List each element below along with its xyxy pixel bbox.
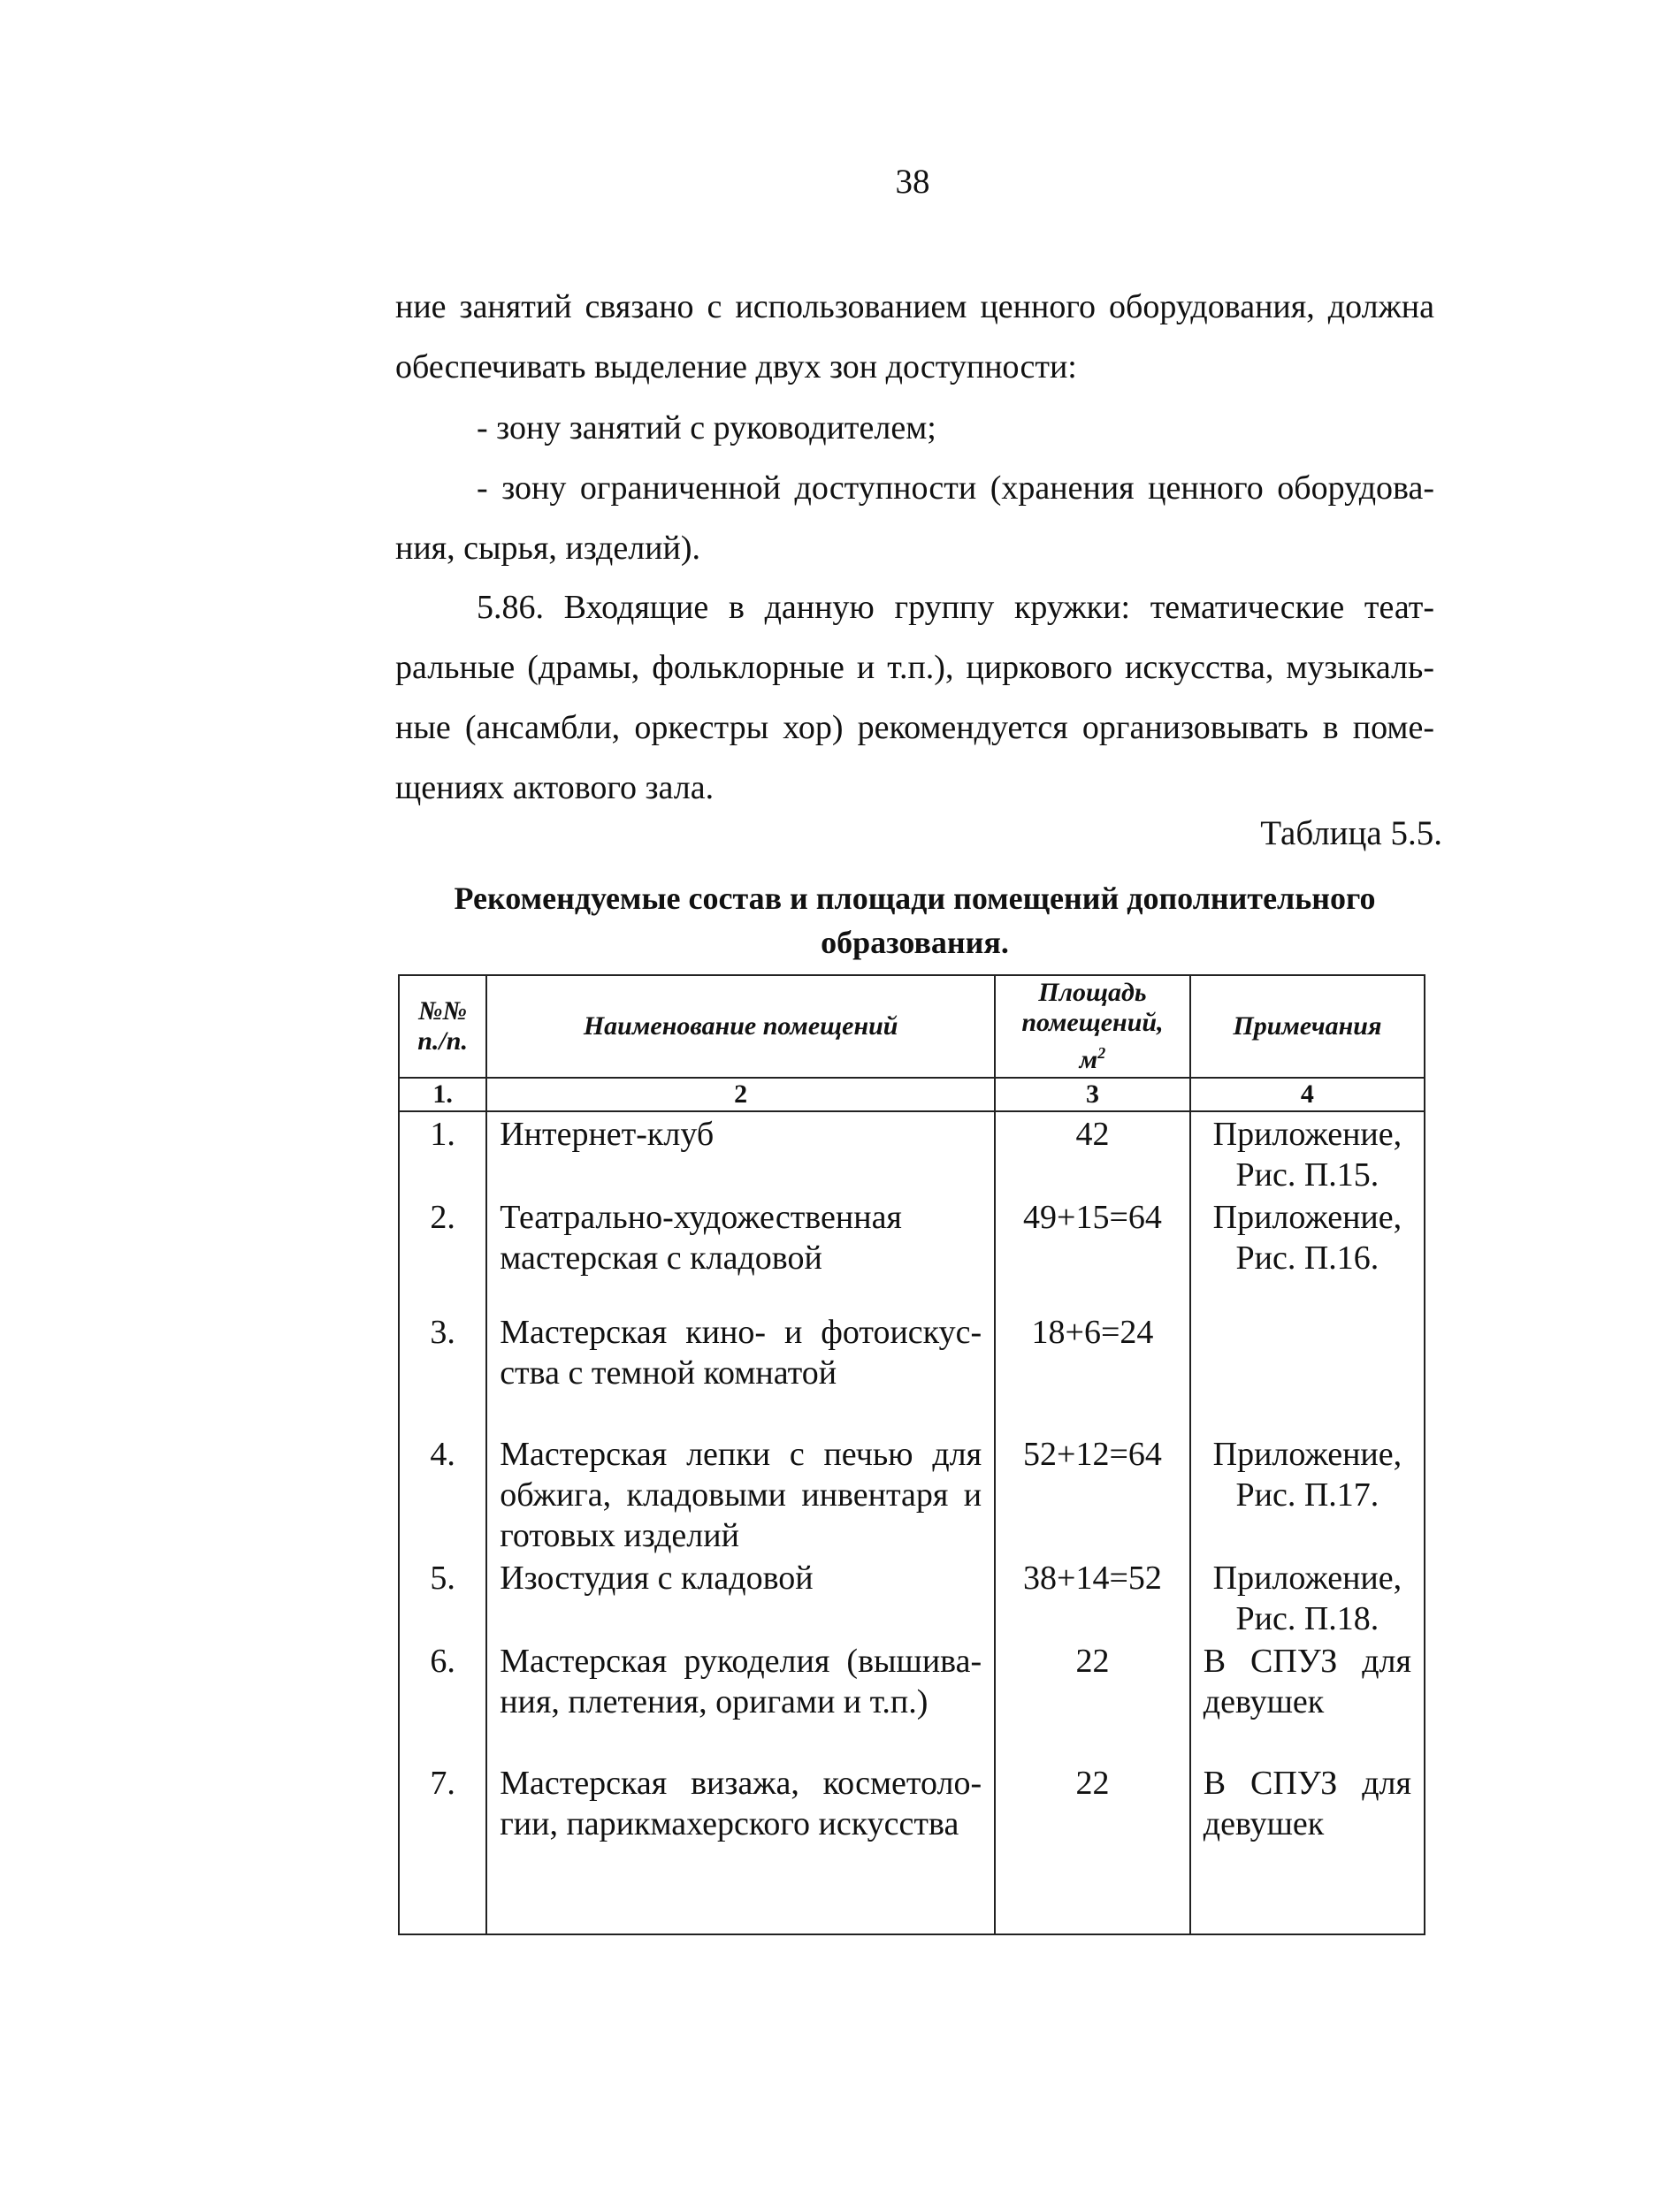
column-number: 3 bbox=[995, 1078, 1190, 1111]
room-name bbox=[486, 1761, 995, 1934]
room-name-line: ния, плетения, оригами и т.п.) bbox=[500, 1683, 929, 1720]
list-item-line: - зону ограниченной доступности (хранения ценного оборудова- bbox=[477, 469, 1434, 507]
room-name-line: Интернет-клуб bbox=[500, 1116, 715, 1153]
header-notes: Примечания bbox=[1190, 975, 1425, 1078]
row-number-text: 5. bbox=[430, 1560, 455, 1597]
room-name-line: гии, парикмахерского искусства bbox=[500, 1805, 959, 1842]
row-number bbox=[399, 1310, 486, 1432]
room-note bbox=[1190, 1761, 1425, 1934]
table-row bbox=[399, 1195, 1425, 1310]
room-note-line: Приложение, bbox=[1212, 1436, 1402, 1473]
room-name-line: Мастерская кино- и фотоискус- bbox=[500, 1314, 982, 1351]
room-name bbox=[486, 1432, 995, 1556]
room-note bbox=[1190, 1432, 1425, 1556]
column-number: 2 bbox=[486, 1078, 995, 1111]
room-name-line: Мастерская рукоделия (вышива- bbox=[500, 1643, 982, 1680]
room-name-line: обжига, кладовыми инвентаря и bbox=[500, 1476, 982, 1514]
room-name-line: ства с темной комнатой bbox=[500, 1354, 837, 1392]
room-note-line: Приложение, bbox=[1212, 1560, 1402, 1597]
row-number-text: 3. bbox=[430, 1314, 455, 1351]
header-area-unit-text: м bbox=[1079, 1045, 1098, 1074]
room-note-line: девушек bbox=[1203, 1805, 1325, 1842]
room-note bbox=[1190, 1639, 1425, 1761]
room-name-line: Мастерская визажа, косметоло- bbox=[500, 1765, 982, 1802]
paragraph-line: ние занятий связано с использованием ценного оборудования, должна bbox=[395, 288, 1434, 325]
room-note bbox=[1190, 1195, 1425, 1310]
rooms-table bbox=[398, 974, 1425, 1935]
paragraph-line: ральные (драмы, фольклорные и т.п.), циркового искусства, музыкаль- bbox=[395, 649, 1434, 686]
column-number: 1. bbox=[399, 1078, 486, 1111]
room-note-line: Приложение, bbox=[1212, 1199, 1402, 1236]
header-number bbox=[399, 975, 486, 1078]
table-title bbox=[395, 876, 1434, 965]
room-area bbox=[995, 1432, 1190, 1556]
list-item-line: ния, сырья, изделий). bbox=[395, 530, 701, 567]
room-name bbox=[486, 1639, 995, 1761]
paragraph-continuation bbox=[395, 277, 1434, 397]
table-row bbox=[399, 1639, 1425, 1761]
paragraph-5-86 bbox=[395, 577, 1434, 818]
column-number: 4 bbox=[1190, 1078, 1425, 1111]
room-area bbox=[995, 1195, 1190, 1310]
room-area-text: 22 bbox=[1075, 1643, 1110, 1680]
room-name bbox=[486, 1195, 995, 1310]
room-area bbox=[995, 1639, 1190, 1761]
room-note-line: Приложение, bbox=[1212, 1116, 1402, 1153]
room-area-text: 42 bbox=[1075, 1116, 1110, 1153]
room-area bbox=[995, 1111, 1190, 1195]
header-area-unit-sup: 2 bbox=[1097, 1044, 1106, 1062]
room-area-text: 38+14=52 bbox=[1023, 1560, 1162, 1597]
row-number bbox=[399, 1556, 486, 1639]
room-name-line: мастерская с кладовой bbox=[500, 1239, 822, 1277]
list-item-zone-classes bbox=[395, 398, 1434, 458]
room-name-line: Театрально-художественная bbox=[500, 1199, 902, 1236]
room-note bbox=[1190, 1111, 1425, 1195]
list-item-zone-restricted bbox=[395, 458, 1434, 578]
table-title-line: образования. bbox=[821, 925, 1009, 960]
table-row bbox=[399, 1310, 1425, 1432]
paragraph-line: 5.86. Входящие в данную группу кружки: тематические теат- bbox=[477, 589, 1434, 626]
page-number: 38 bbox=[895, 163, 930, 201]
table-title-line: Рекомендуемые состав и площади помещений дополнительного bbox=[454, 881, 1376, 916]
table-row bbox=[399, 1761, 1425, 1934]
paragraph-line: ные (ансамбли, оркестры хор) рекомендуется организовывать в поме- bbox=[395, 709, 1434, 746]
header-area-line: Площадь bbox=[1038, 978, 1147, 1007]
header-area bbox=[995, 975, 1190, 1078]
row-number bbox=[399, 1761, 486, 1934]
list-item-line: - зону занятий с руководителем; bbox=[477, 409, 936, 446]
table-row bbox=[399, 1556, 1425, 1639]
room-name-line: Мастерская лепки с печью для bbox=[500, 1436, 982, 1473]
room-area bbox=[995, 1556, 1190, 1639]
room-area-text: 22 bbox=[1075, 1765, 1110, 1802]
room-area bbox=[995, 1761, 1190, 1934]
table-label: Таблица 5.5. bbox=[1260, 814, 1442, 852]
row-number bbox=[399, 1432, 486, 1556]
room-note-line: Рис. П.17. bbox=[1235, 1476, 1379, 1514]
paragraph-line: обеспечивать выделение двух зон доступности: bbox=[395, 348, 1077, 385]
room-name bbox=[486, 1556, 995, 1639]
row-number bbox=[399, 1111, 486, 1195]
room-note-line: девушек bbox=[1203, 1683, 1325, 1720]
header-number-line: п./п. bbox=[417, 1026, 468, 1056]
header-number-line: №№ bbox=[418, 996, 468, 1026]
row-number-text: 2. bbox=[430, 1199, 455, 1236]
row-number-text: 6. bbox=[430, 1643, 455, 1680]
header-area-unit bbox=[996, 1038, 1189, 1075]
room-note bbox=[1190, 1310, 1425, 1432]
room-area bbox=[995, 1310, 1190, 1432]
room-note-line: Рис. П.15. bbox=[1235, 1156, 1379, 1194]
room-name bbox=[486, 1111, 995, 1195]
room-name-line: Изостудия с кладовой bbox=[500, 1560, 814, 1597]
header-name: Наименование помещений bbox=[486, 975, 995, 1078]
room-area-text: 52+12=64 bbox=[1023, 1436, 1162, 1473]
paragraph-line: щениях актового зала. bbox=[395, 769, 715, 806]
room-area-text: 49+15=64 bbox=[1023, 1199, 1162, 1236]
room-note-line: В СПУЗ для bbox=[1203, 1643, 1411, 1680]
row-number bbox=[399, 1195, 486, 1310]
room-name-line: готовых изделий bbox=[500, 1517, 739, 1554]
row-number-text: 4. bbox=[430, 1436, 455, 1473]
table-header-row bbox=[399, 975, 1425, 1078]
table-row bbox=[399, 1111, 1425, 1195]
row-number bbox=[399, 1639, 486, 1761]
table-row bbox=[399, 1432, 1425, 1556]
room-name bbox=[486, 1310, 995, 1432]
room-note-line: Рис. П.18. bbox=[1235, 1600, 1379, 1637]
table-column-number-row bbox=[399, 1078, 1425, 1111]
room-note bbox=[1190, 1556, 1425, 1639]
row-number-text: 1. bbox=[430, 1116, 455, 1153]
room-note-line: В СПУЗ для bbox=[1203, 1765, 1411, 1802]
room-area-text: 18+6=24 bbox=[1031, 1314, 1154, 1351]
row-number-text: 7. bbox=[430, 1765, 455, 1802]
room-note-line: Рис. П.16. bbox=[1235, 1239, 1379, 1277]
header-area-line: помещений, bbox=[1021, 1008, 1164, 1037]
